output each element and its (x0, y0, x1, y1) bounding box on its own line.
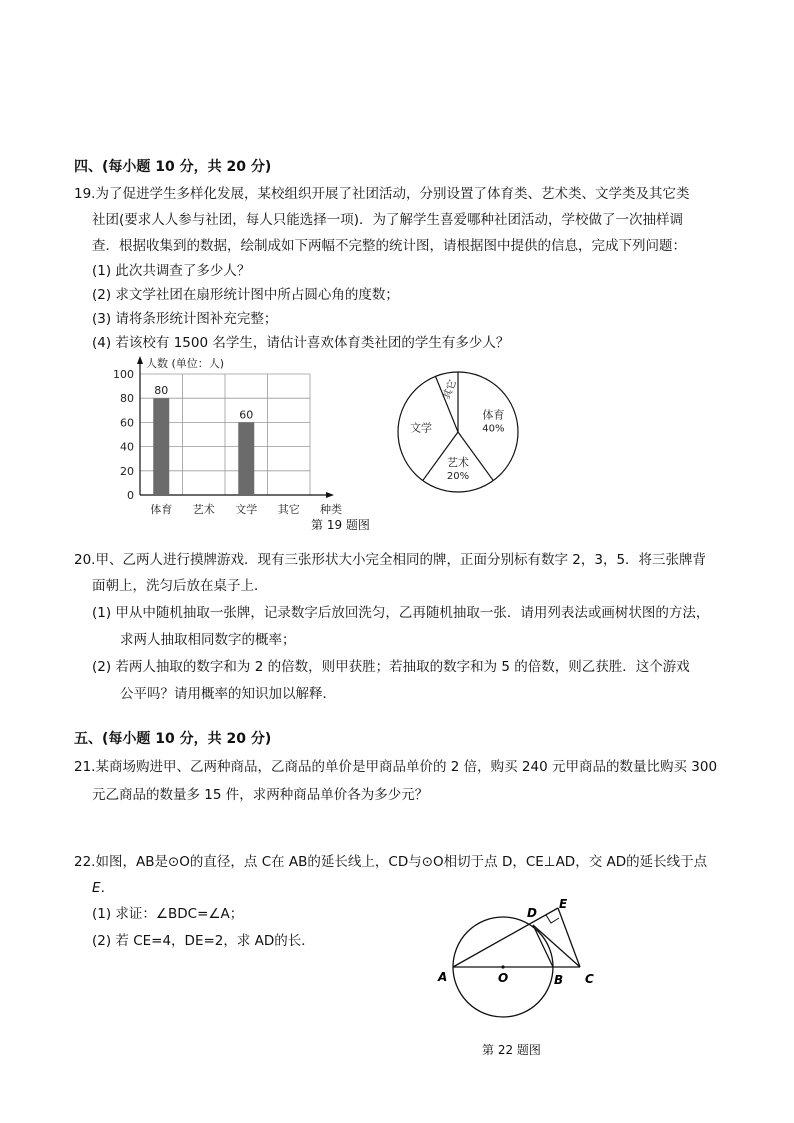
x-tick-label: 艺术 (192, 503, 215, 516)
line-ec (558, 908, 580, 967)
y-tick-label: 0 (127, 489, 134, 502)
q22-line-1: 22.如图，AB是⊙O的直径，点 C在 AB的延长线上，CD与⊙O相切于点 D，CE⊥AD，交 AD的延长线于点 (74, 854, 708, 870)
q19-part-4: (4) 若该校有 1500 名学生，请估计喜欢体育类社团的学生有多少人？ (92, 335, 510, 351)
pie-slice-label: 体育 (482, 408, 505, 422)
bar-value-label: 80 (154, 384, 169, 398)
x-tick-label: 其它 (277, 503, 300, 516)
q19-figure-caption: 第 19 题图 (311, 518, 370, 532)
x-tick-label: 体育 (150, 503, 173, 516)
label-d: D (527, 906, 537, 920)
bar-0 (153, 398, 169, 495)
y-tick-label: 60 (120, 416, 134, 430)
pie-slice-label: 艺术 (447, 456, 469, 469)
label-b: B (554, 973, 564, 987)
q20-line-2: 面朝上，洗匀后放在桌子上． (92, 578, 268, 594)
y-tick-label: 40 (120, 440, 134, 454)
center-dot (501, 965, 504, 968)
q21-line-2: 元乙商品的数量多 15 件，求两种商品单价各为多少元？ (92, 787, 429, 803)
q20-part-1-line-1: (1) 甲从中随机抽取一张牌，记录数字后放回洗匀，乙再随机抽取一张．请用列表法或画树状图的方法， (92, 605, 710, 621)
q19-intro-line-1: 19.为了促进学生多样化发展，某校组织开展了社团活动，分别设置了体育类、艺术类、文学类及其它类 (74, 186, 690, 202)
q22-figure-caption: 第 22 题图 (482, 1043, 541, 1057)
q19-intro-line-2: 社团(要求人人参与社团，每人只能选择一项)．为了解学生喜爱哪种社团活动，学校做了一次抽样调 (92, 212, 684, 228)
pie-slice-1 (447, 455, 469, 482)
x-axis-label: 种类 (320, 503, 342, 516)
right-angle-mark (546, 915, 559, 923)
pie-slice-label: 其它 (441, 378, 460, 402)
bar-chart (110, 352, 380, 517)
q20-part-2-line-2: 公平吗？请用概率的知识加以解释． (120, 686, 336, 702)
q20-line-1: 20.甲、乙两人进行摸牌游戏．现有三张形状大小完全相同的牌，正面分别标有数字 2，3，5．将三张牌背 (74, 552, 707, 568)
q19-part-1: (1) 此次共调查了多少人？ (92, 263, 251, 279)
line-dc (533, 925, 580, 967)
y-tick-label: 80 (120, 392, 134, 406)
pie-slice-3 (440, 378, 460, 401)
pie-slice-percent: 40% (482, 423, 505, 435)
x-tick-label: 文学 (235, 503, 258, 516)
q20-part-2-line-1: (2) 若两人抽取的数字和为 2 的倍数，则甲获胜；若抽取的数字和为 5 的倍数，则乙获胜．这个游戏 (92, 659, 690, 675)
y-tick-label: 100 (113, 368, 134, 381)
bar-2 (238, 422, 254, 495)
x-axis-arrow (326, 492, 334, 498)
q22-part-1: (1) 求证：∠BDC=∠A； (92, 906, 244, 922)
pie-slice-2 (410, 421, 432, 434)
y-axis-label: 人数 (单位：人) (146, 357, 225, 370)
q21-line-1: 21.某商场购进甲、乙两种商品，乙商品的单价是甲商品单价的 2 倍，购买 240 元甲商品的数量比购买 300 (74, 759, 718, 775)
q19-part-2: (2) 求文学社团在扇形统计图中所占圆心角的度数； (92, 287, 399, 303)
section-5-heading: 五、(每小题 10 分，共 20 分) (74, 731, 272, 747)
line-db (533, 925, 553, 967)
q22-geometry-figure (430, 890, 610, 1030)
pie-chart (395, 362, 525, 502)
pie-slice-0 (482, 408, 504, 435)
q19-intro-line-3: 查．根据收集到的数据，绘制成如下两幅不完整的统计图，请根据图中提供的信息，完成下列问题： (92, 238, 686, 254)
section-4-heading: 四、(每小题 10 分，共 20 分) (74, 159, 272, 175)
label-a: A (438, 970, 448, 984)
bar-value-label: 60 (239, 408, 254, 422)
pie-slice-label: 文学 (410, 421, 433, 435)
y-axis-arrow (137, 356, 143, 364)
pie-slice-percent: 20% (446, 471, 470, 482)
label-o: O (498, 971, 509, 985)
q19-part-3: (3) 请将条形统计图补充完整； (92, 311, 278, 327)
q22-line-2: E． (92, 880, 115, 896)
label-e: E (559, 897, 568, 911)
q20-part-1-line-2: 求两人抽取相同数字的概率； (120, 632, 296, 648)
label-c: C (585, 972, 594, 986)
q22-part-2: (2) 若 CE=4，DE=2，求 AD的长． (92, 933, 315, 949)
y-tick-label: 20 (120, 464, 134, 478)
